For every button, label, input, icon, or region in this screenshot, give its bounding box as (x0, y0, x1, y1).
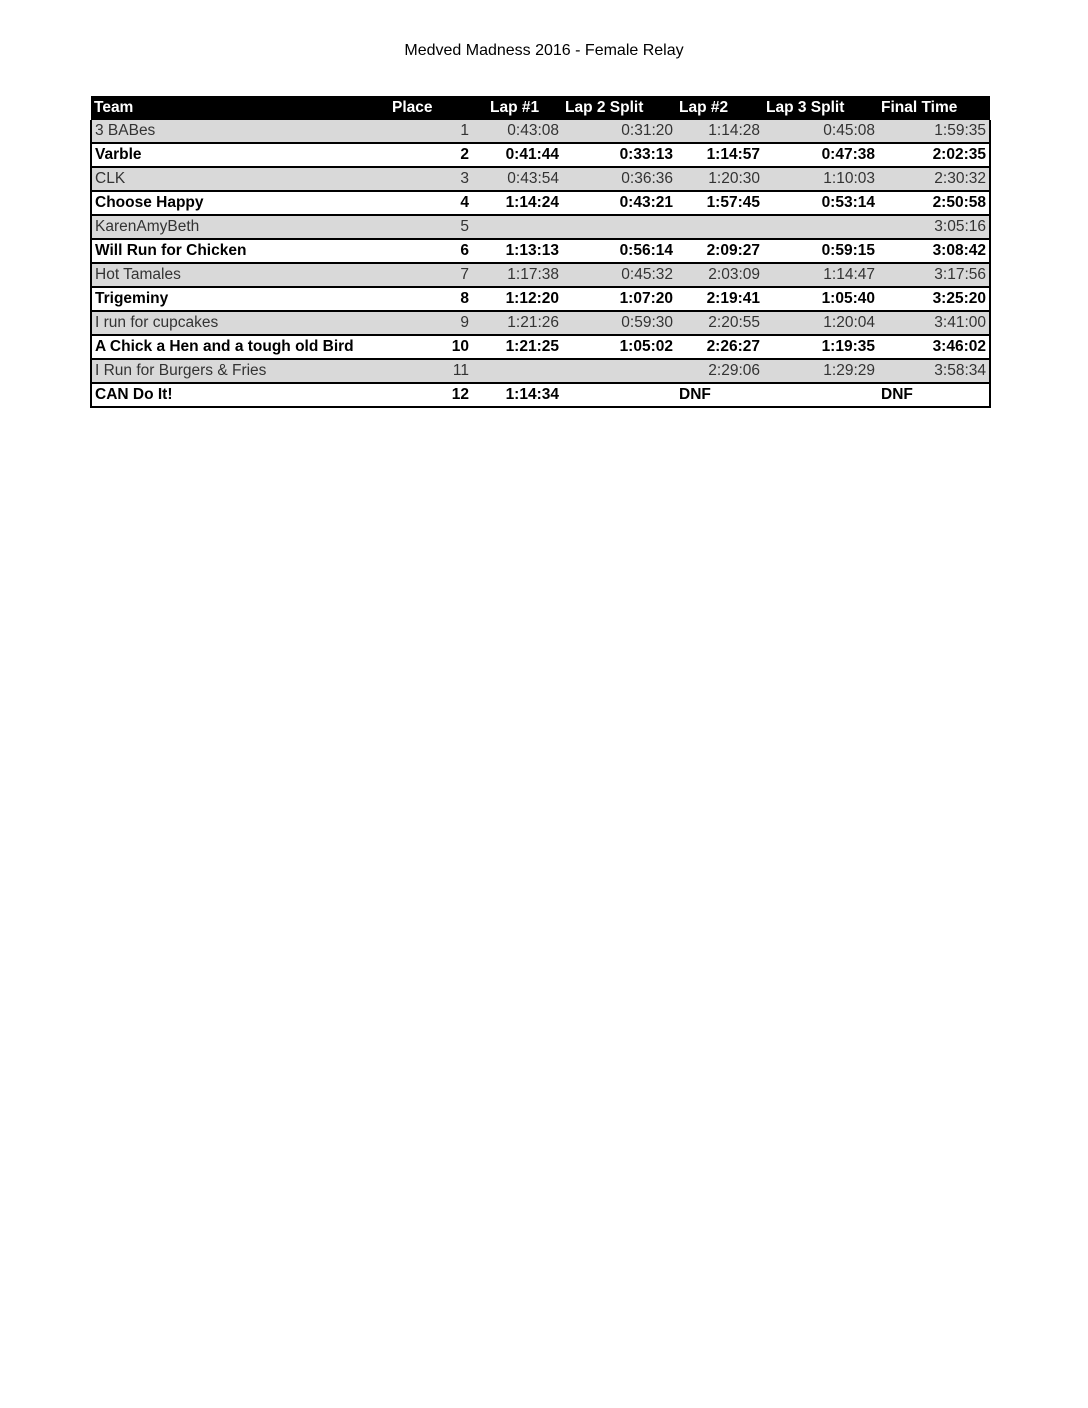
cell-place: 8 (460, 290, 469, 307)
cell-final-time: DNF (878, 383, 990, 407)
cell-place: 12 (451, 386, 469, 403)
cell-place: 6 (460, 242, 469, 259)
cell-place: 3 (460, 170, 469, 187)
cell-place: 5 (460, 218, 469, 235)
cell-team: Trigeminy (91, 287, 389, 311)
cell-final-time: 3:41:00 (878, 311, 990, 335)
cell-team: CLK (91, 167, 389, 191)
cell-lap2: 2:26:27 (706, 338, 760, 355)
page-title: Medved Madness 2016 - Female Relay (404, 42, 684, 59)
cell-lap3-split (763, 215, 878, 239)
cell-lap3-split: 1:29:29 (823, 362, 875, 379)
cell-lap3-split: 1:10:03 (823, 170, 875, 187)
cell-place: 11 (452, 362, 469, 379)
cell-lap2-split: 0:45:32 (621, 266, 673, 283)
cell-lap2: 2:19:41 (706, 290, 760, 307)
cell-lap1 (472, 359, 562, 383)
cell-lap2-split (562, 215, 676, 239)
cell-lap2-split (562, 383, 676, 407)
cell-place: 4 (460, 194, 469, 211)
cell-lap1: 1:14:34 (505, 386, 559, 403)
cell-final-time: 3:05:16 (878, 215, 990, 239)
table-row (91, 215, 990, 239)
cell-team: Choose Happy (91, 191, 389, 215)
cell-place: 1 (460, 122, 469, 139)
cell-lap2-split: 0:31:20 (621, 122, 673, 139)
header-row (91, 96, 990, 120)
cell-lap1: 0:41:44 (505, 146, 559, 163)
table-row (91, 359, 990, 383)
cell-final-time: 3:08:42 (878, 239, 990, 263)
table-row (91, 167, 990, 191)
cell-lap3-split: 1:20:04 (823, 314, 875, 331)
cell-team: Varble (91, 143, 389, 167)
cell-place: 2 (460, 146, 469, 163)
cell-team: I Run for Burgers & Fries (91, 359, 389, 383)
cell-lap2-split: 1:07:20 (619, 290, 673, 307)
table-row (91, 239, 990, 263)
cell-lap1: 1:17:38 (507, 266, 559, 283)
column-header-team: Team (91, 96, 389, 120)
table-row (91, 191, 990, 215)
cell-lap2: DNF (679, 386, 711, 403)
table-row (91, 311, 990, 335)
cell-lap2: 2:20:55 (708, 314, 760, 331)
cell-lap2-split: 0:56:14 (619, 242, 673, 259)
cell-final-time: 2:02:35 (878, 143, 990, 167)
cell-lap2: 1:20:30 (708, 170, 760, 187)
cell-team: I run for cupcakes (91, 311, 389, 335)
cell-place: 9 (460, 314, 469, 331)
cell-lap2: 2:03:09 (708, 266, 760, 283)
table-row (91, 143, 990, 167)
cell-lap1: 1:21:26 (507, 314, 559, 331)
cell-lap3-split: 0:47:38 (821, 146, 875, 163)
cell-final-time: 3:17:56 (878, 263, 990, 287)
column-header-lap2-split: Lap 2 Split (562, 96, 676, 120)
column-header-lap2: Lap #2 (676, 96, 763, 120)
cell-team: CAN Do It! (91, 383, 389, 407)
cell-team: KarenAmyBeth (91, 215, 389, 239)
cell-lap3-split: 0:53:14 (821, 194, 875, 211)
column-header-lap1: Lap #1 (472, 96, 562, 120)
cell-lap2-split: 0:33:13 (619, 146, 673, 163)
cell-team: 3 BABes (91, 120, 389, 143)
cell-place: 10 (451, 338, 469, 355)
cell-lap2-split (562, 359, 676, 383)
cell-lap2: 2:09:27 (706, 242, 760, 259)
cell-final-time: 3:25:20 (878, 287, 990, 311)
cell-lap3-split: 1:14:47 (823, 266, 875, 283)
cell-lap2: 1:57:45 (706, 194, 760, 211)
cell-lap2-split: 0:36:36 (621, 170, 673, 187)
cell-team: Hot Tamales (91, 263, 389, 287)
cell-lap1: 0:43:54 (507, 170, 559, 187)
table-row (91, 263, 990, 287)
cell-lap2 (676, 215, 763, 239)
cell-final-time: 3:46:02 (878, 335, 990, 359)
cell-lap1: 0:43:08 (507, 122, 559, 139)
column-header-place: Place (389, 96, 472, 120)
cell-lap3-split: 1:19:35 (821, 338, 875, 355)
cell-lap1: 1:13:13 (505, 242, 559, 259)
column-header-final-time: Final Time (878, 96, 990, 120)
table-row (91, 335, 990, 359)
cell-lap3-split: 0:59:15 (821, 242, 875, 259)
cell-lap3-split: 1:05:40 (821, 290, 875, 307)
cell-lap2-split: 0:59:30 (621, 314, 673, 331)
cell-lap2-split: 1:05:02 (619, 338, 673, 355)
table-row (91, 120, 990, 143)
table-row (91, 383, 990, 407)
cell-lap2: 1:14:28 (708, 122, 760, 139)
cell-lap3-split (763, 383, 878, 407)
cell-final-time: 2:50:58 (878, 191, 990, 215)
cell-place: 7 (460, 266, 469, 283)
cell-lap1: 1:14:24 (505, 194, 559, 211)
cell-lap3-split: 0:45:08 (823, 122, 875, 139)
table-row (91, 287, 990, 311)
cell-lap1: 1:21:25 (505, 338, 559, 355)
cell-team: A Chick a Hen and a tough old Bird (91, 335, 389, 359)
cell-final-time: 1:59:35 (878, 120, 990, 143)
cell-lap2-split: 0:43:21 (619, 194, 673, 211)
cell-final-time: 2:30:32 (878, 167, 990, 191)
cell-lap2: 1:14:57 (706, 146, 760, 163)
results-table (90, 96, 991, 408)
column-header-lap3-split: Lap 3 Split (763, 96, 878, 120)
cell-lap1 (472, 215, 562, 239)
cell-final-time: 3:58:34 (878, 359, 990, 383)
cell-lap2: 2:29:06 (708, 362, 760, 379)
cell-lap1: 1:12:20 (505, 290, 559, 307)
cell-team: Will Run for Chicken (91, 239, 389, 263)
